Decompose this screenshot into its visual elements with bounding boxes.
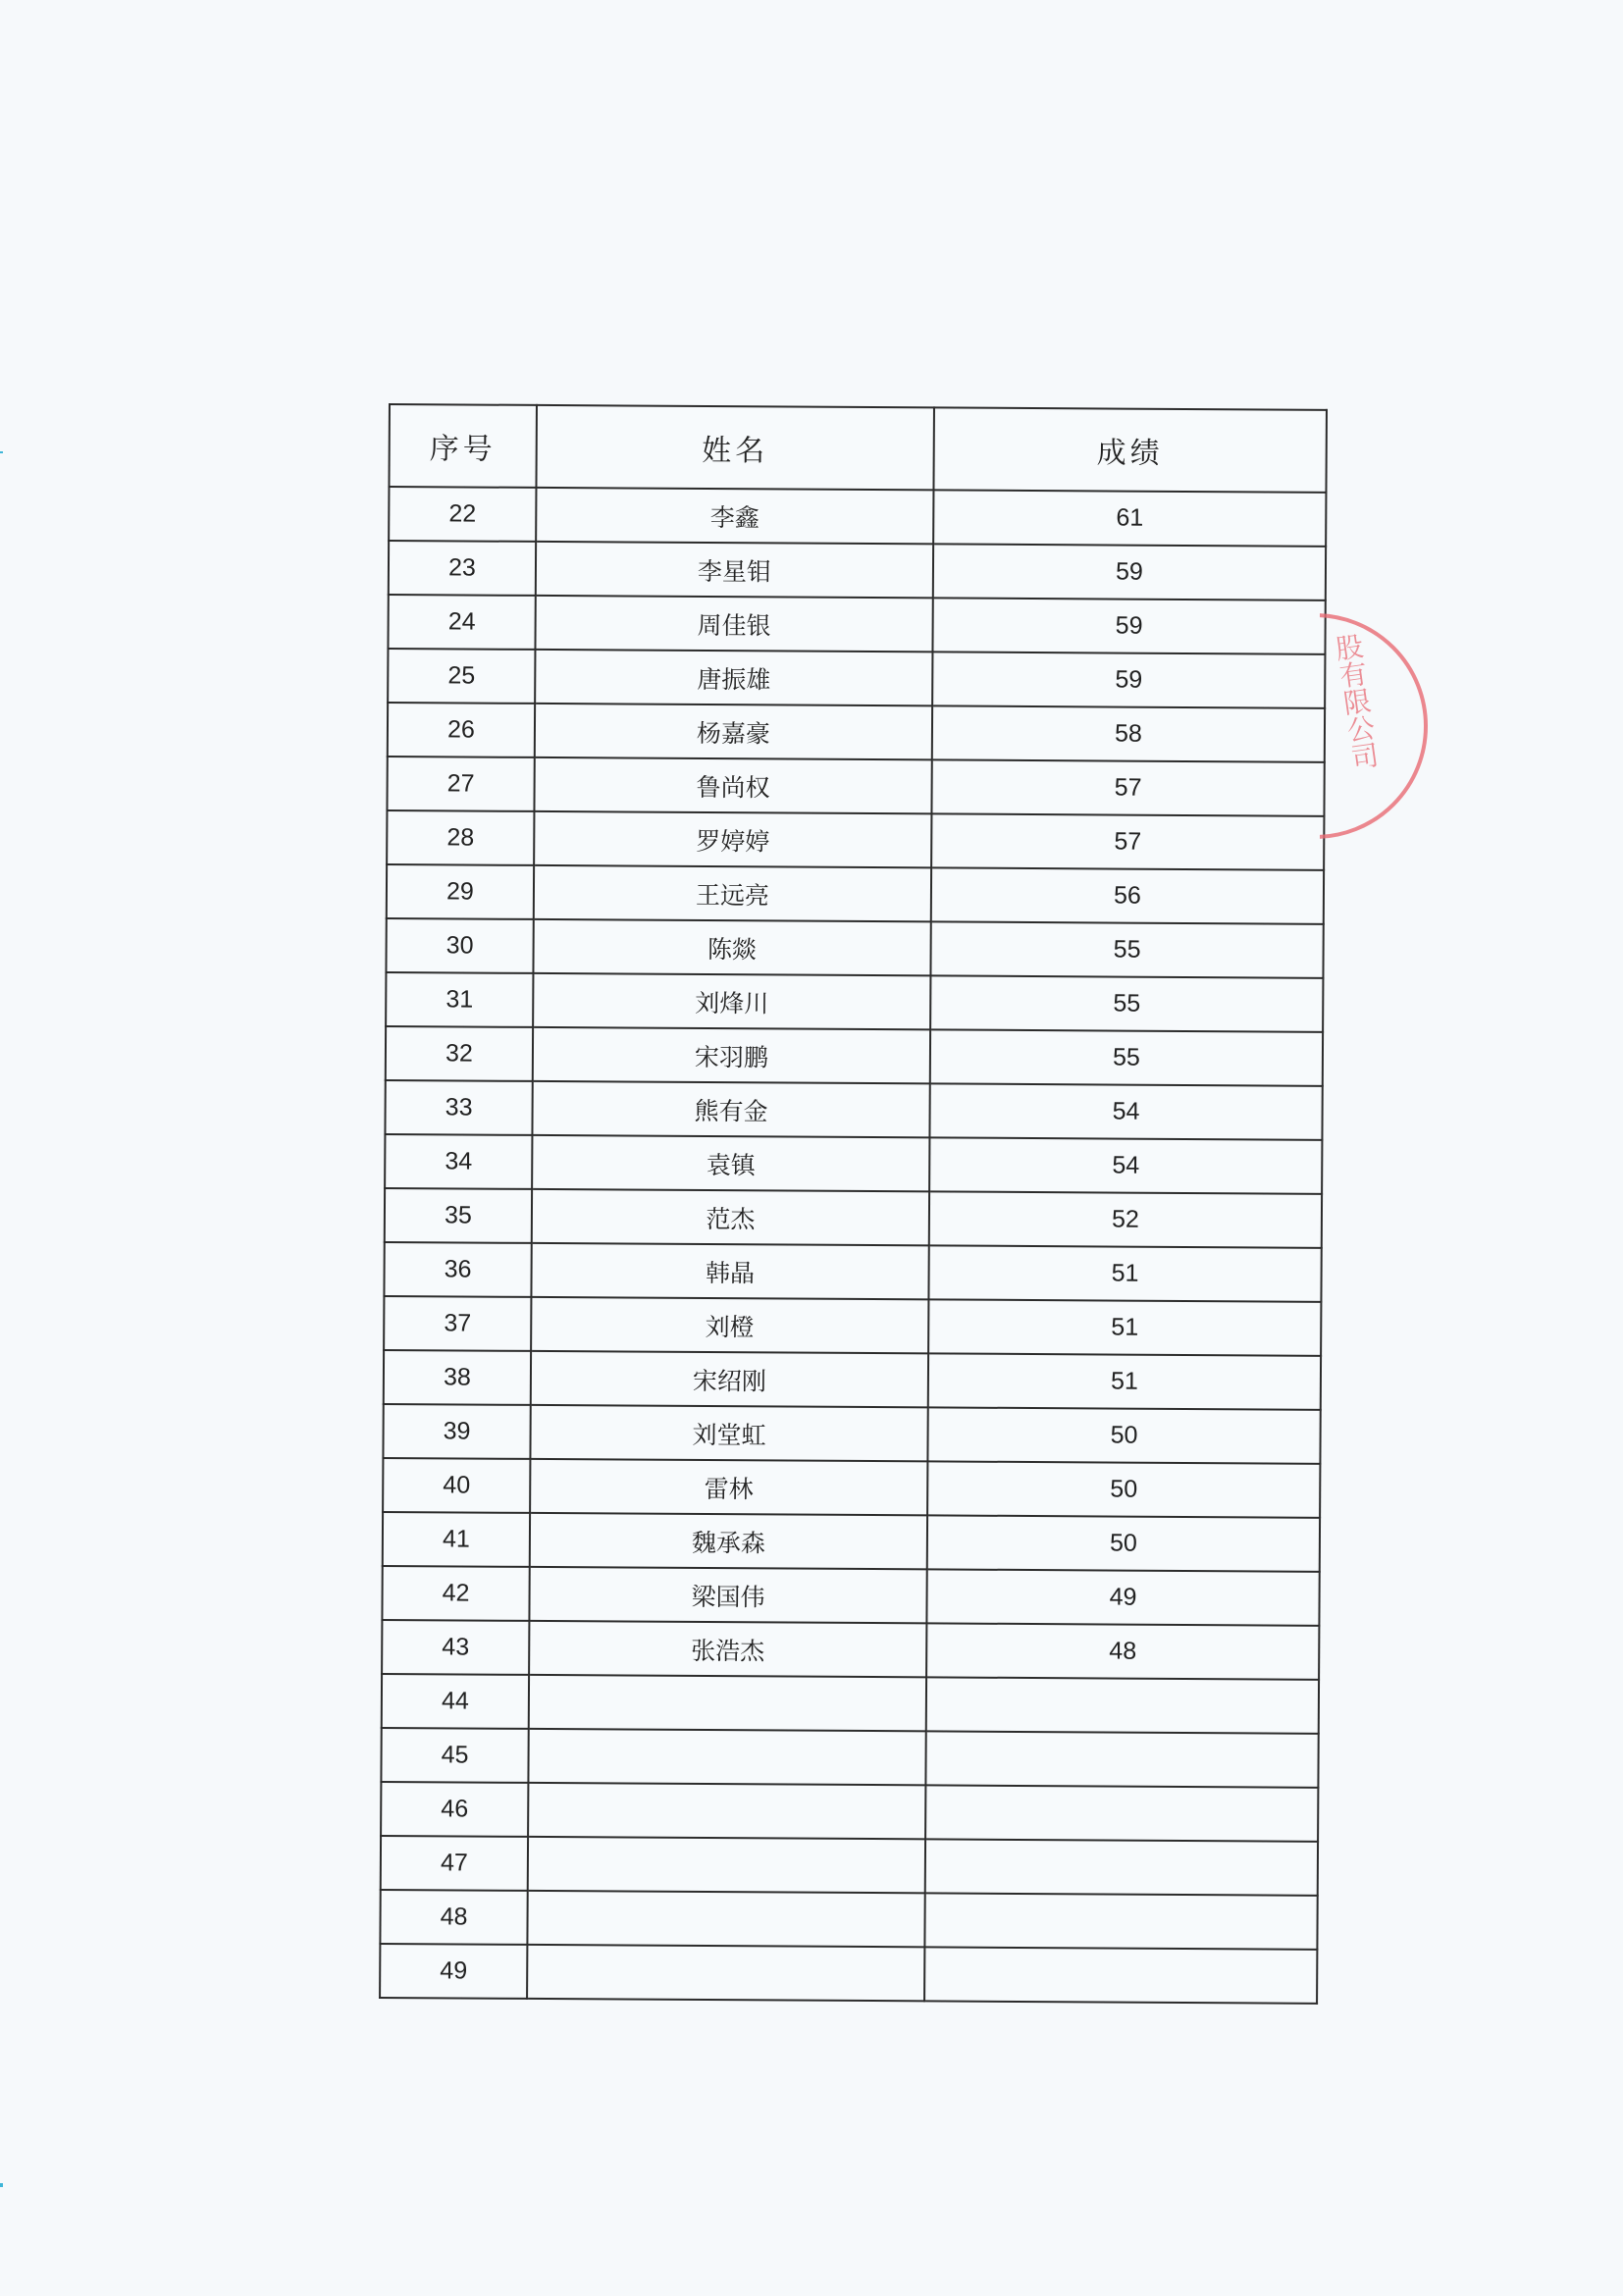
cell-index: 41 [383,1512,530,1567]
table-row [384,1296,1321,1356]
cell-score [926,1677,1319,1733]
cell-index: 25 [388,649,535,704]
cell-name [529,1675,926,1731]
table-body [380,487,1326,2004]
cell-score [925,1839,1318,1895]
cell-score: 57 [931,759,1324,815]
cell-index: 37 [384,1296,531,1351]
cell-score: 50 [927,1461,1320,1517]
table-row [387,864,1324,924]
cell-name: 熊有金 [532,1081,929,1137]
cell-name: 张浩杰 [529,1621,926,1677]
cell-index: 23 [389,541,536,596]
table-row [382,1620,1319,1680]
table-row [386,972,1323,1032]
table-row [382,1566,1319,1626]
cell-score: 51 [928,1245,1321,1301]
cell-index: 27 [387,757,534,811]
cell-name [528,1729,925,1785]
cell-name: 鲁尚权 [534,757,931,813]
cell-name: 王远亮 [534,865,931,921]
cell-score: 54 [929,1083,1322,1139]
table-row [384,1242,1321,1302]
cell-index: 47 [381,1836,528,1891]
cell-name: 杨嘉豪 [535,704,932,759]
cell-name: 宋绍刚 [531,1351,928,1407]
cell-score: 51 [928,1299,1321,1355]
table-row [383,1404,1320,1464]
cell-score: 51 [928,1353,1321,1409]
table-row [388,649,1325,708]
table-header [389,404,1326,493]
cell-name [527,1891,924,1947]
cell-name [528,1783,925,1839]
cell-index: 36 [384,1242,531,1297]
cell-score: 59 [932,598,1325,653]
cell-name [528,1837,925,1893]
table-row [382,1674,1319,1734]
table-row [387,757,1324,816]
cell-score [924,1947,1317,2003]
cell-name [527,1945,924,2001]
table-row [381,1836,1318,1896]
cell-score: 52 [929,1191,1322,1247]
cell-name: 李星钼 [536,542,933,598]
table-row [389,487,1326,547]
cell-index: 31 [386,972,533,1027]
table-row [389,541,1326,600]
table-row [385,1188,1322,1248]
company-seal [1320,613,1428,849]
table-row [386,918,1323,978]
header-row [389,404,1326,493]
cell-name: 梁国伟 [529,1567,926,1623]
scan-edge-mark-top [0,451,3,453]
table-row [380,1890,1317,1950]
cell-name: 刘烽川 [533,973,930,1029]
cell-score: 58 [932,705,1325,761]
cell-name: 雷林 [530,1459,927,1515]
table-row [380,1944,1317,2004]
header-index: 序号 [389,404,537,488]
cell-index: 26 [388,703,535,757]
cell-name: 韩晶 [531,1243,928,1299]
table-row [385,1080,1322,1140]
cell-index: 33 [385,1080,532,1135]
cell-index: 39 [383,1404,530,1459]
cell-score: 49 [926,1569,1319,1625]
cell-score: 57 [931,813,1324,869]
table-row [381,1728,1318,1788]
table-row [386,1026,1323,1086]
cell-score: 54 [929,1137,1322,1193]
cell-index: 30 [386,918,533,973]
cell-index: 42 [382,1566,529,1621]
table-row [385,1134,1322,1194]
cell-score: 55 [930,975,1323,1031]
cell-name: 周佳银 [535,596,932,652]
cell-score: 50 [927,1515,1320,1571]
table-row [383,1512,1320,1572]
cell-name: 宋羽鹏 [533,1027,930,1083]
cell-score: 61 [933,490,1326,546]
cell-score: 55 [930,1029,1323,1085]
cell-index: 43 [382,1620,529,1675]
table-row [388,703,1325,762]
cell-index: 49 [380,1944,527,1999]
cell-name: 袁镇 [532,1135,929,1191]
cell-score [924,1893,1317,1949]
cell-index: 24 [388,595,535,650]
table-row [387,810,1324,870]
table-row [384,1350,1321,1410]
cell-index: 32 [386,1026,533,1081]
cell-index: 48 [380,1890,527,1945]
cell-name: 唐振雄 [535,650,932,705]
cell-index: 44 [382,1674,529,1729]
cell-name: 李鑫 [536,488,933,544]
cell-index: 45 [381,1728,528,1783]
cell-score: 50 [927,1407,1320,1463]
cell-index: 22 [389,487,536,542]
score-table [379,403,1328,2005]
cell-name: 魏承森 [530,1513,927,1569]
header-score: 成绩 [933,407,1327,492]
cell-name: 刘堂虹 [530,1405,927,1461]
table-row [383,1458,1320,1518]
cell-score: 55 [930,921,1323,977]
cell-score: 56 [931,867,1324,923]
cell-name: 罗婷婷 [534,811,931,867]
cell-index: 35 [385,1188,532,1243]
header-name: 姓名 [536,405,934,490]
scan-edge-mark-bottom [0,2183,3,2187]
cell-name: 陈燚 [533,919,930,975]
seal-text: 股有限公司 [1330,631,1382,772]
cell-index: 28 [387,810,534,865]
table-row [388,595,1325,654]
table-row [381,1782,1318,1842]
cell-index: 38 [384,1350,531,1405]
cell-index: 46 [381,1782,528,1837]
cell-name: 刘橙 [531,1297,928,1353]
cell-score: 59 [932,652,1325,707]
cell-name: 范杰 [532,1189,929,1245]
cell-score: 48 [926,1623,1319,1679]
cell-index: 40 [383,1458,530,1513]
cell-score: 59 [933,544,1326,600]
cell-index: 34 [385,1134,532,1189]
cell-index: 29 [387,864,534,919]
cell-score [925,1785,1318,1841]
cell-score [925,1731,1318,1787]
